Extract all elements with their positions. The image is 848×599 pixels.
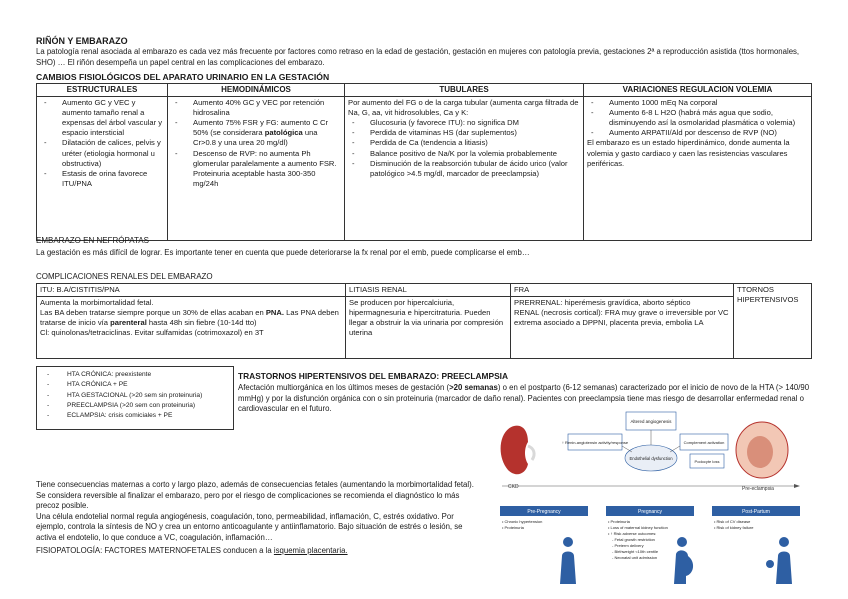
post-item: • Risk of CV disease (714, 519, 751, 524)
pre-item: • Chronic hypertension (502, 519, 543, 524)
cell-litiasis: Se producen por hipercalciuria, hipermagnesuria e hipercitraturia. Pueden llegar a obstruir la via urinaria por compresión uterina (346, 297, 511, 359)
preg-item: • Proteinuria (608, 519, 630, 524)
text: hasta 48h sin fiebre (10-14d tto) (146, 318, 257, 328)
fra-line: PRERRENAL: hiperémesis gravídica, aborto séptico (514, 298, 691, 308)
preg-item: - Fetal growth restriction (612, 537, 655, 542)
list-item: - Dilatación de calices, pelvis y uréter (etiologia hormonal u obstructiva) (62, 138, 164, 168)
text: Las PNA deben tratarse de inicio vía (40, 308, 339, 328)
underlined-text: isquemia placentaria. (273, 546, 348, 555)
kidney-icon (501, 426, 534, 475)
post-item: • Risk of kidney failure (714, 525, 754, 530)
section-title-cambios: CAMBIOS FISIOLÓGICOS DEL APARATO URINARIO EN LA GESTACIÓN (36, 72, 330, 82)
section-title-complicaciones: COMPLICACIONES RENALES DEL EMBARAZO (36, 272, 213, 281)
cambios-table (36, 83, 812, 241)
mother-baby-silhouette-icon (766, 537, 792, 584)
section-title-nefropatas: EMBARAZO EN NEFRÓPATAS (36, 236, 149, 245)
bold-text: patológica (264, 128, 303, 138)
fisiopatologia-line (36, 546, 348, 555)
list-item: - Disminución de la reabsorción tubular de ácido urico (valor patológico >4.5 mg/dl, marcador de preeclampsia) (370, 159, 580, 179)
fra-line: RENAL (necrosis cortical): FRA muy grave o irreversible por VC extrema asociado a DPPNI, placenta previa, embolia LA (514, 308, 729, 328)
text: ) o en el postparto (6-12 semanas) caracterizado por el inicio de novo de la HTA (> 140/90 mmHg) y por la disfunción orgánica con o sin proteinuria (marcador de daño renal). Pacientes con preeclampsia tiene mas riesgo de desarrollar enfermedad renal o cardiovascular en el futuro. (238, 383, 810, 414)
pre-pregnancy-title: Pre-Pregnancy (527, 509, 561, 515)
col-header-hipertensivos: TTORNOS HIPERTENSIVOS (734, 284, 812, 359)
preg-item: • ↑ Risk adverse outcomes: (608, 531, 657, 536)
list-item: - Aumento 1000 mEq Na corporal (609, 98, 808, 108)
text: una Cr>0.8 y una urea 20 mg/dl) (193, 128, 318, 148)
pregnant-uterus-icon (736, 422, 788, 478)
col-header-hemodinamicos: HEMODINÁMICOS (168, 84, 345, 97)
list-item: - Perdida de vitaminas HS (dar suplementos) (370, 128, 580, 138)
col-header-itu: ITU: B.A/CISTITIS/PNA (37, 284, 346, 297)
list-item: - Descenso de RVP: no aumenta Ph glomerular paralelamente a aumento FSR. Proteinuria aceptable hasta 300-350 mg/24h (193, 149, 341, 189)
pregnancy-title: Pregnancy (638, 509, 662, 515)
ckd-label: CKD (508, 484, 519, 490)
complicaciones-table (36, 283, 812, 359)
cell-itu (37, 297, 346, 359)
preeclampsia-paragraphs (36, 480, 480, 544)
list-item (193, 118, 341, 148)
hta-classification-box (36, 366, 234, 430)
preeclampsia-p2: Tiene consecuencias maternas a corto y largo plazo, además de consecuencias fetales (aumentando la morbimortalidad fetal). Se considera reversible al finalizar el embarazo, pero por el riesgo de complicaciones se recomienda el diagnóstico lo más precoz posible. (36, 480, 474, 511)
pre-item: • Proteinuria (502, 525, 524, 530)
preg-item: - Birthweight <10th centile (612, 549, 659, 554)
list-item: - Balance positivo de Na/K por la volemia probablemente (370, 149, 580, 159)
endothelial-label: Endothelial dysfunction (629, 456, 673, 461)
podocyte-label: Podocyte loss (694, 459, 720, 464)
col-header-estructurales: ESTRUCTURALES (37, 84, 168, 97)
nefropatas-text: La gestación es más difícil de lograr. Es importante tener en cuenta que puede deteriorarse la fx renal por el emb, puede complicarse el emb… (36, 248, 530, 257)
col-header-fra: FRA (511, 284, 734, 297)
list-item: - ECLAMPSIA: crisis comiciales + PE (67, 411, 233, 421)
intro-paragraph: La patología renal asociada al embarazo es cada vez más frecuente por factores como retraso en la edad de gestación, gestación en mujeres con patología previa, gestaciones 2ª a reproducción asistida (ttos hormonales, SHO) … El riñón desempeña un papel central en las complicaciones del embarazo. (36, 47, 800, 67)
col-header-litiasis: LITIASIS RENAL (346, 284, 511, 297)
list-item: - Perdida de Ca (tendencia a litiasis) (370, 138, 580, 148)
list-item: - Aumento ARPATII/Ald por descenso de RVP (NO) (609, 128, 808, 138)
volemia-note: El embarazo es un estado hiperdinámico, donde aumenta la volemia y gasto cardiaco y caen las resistencias vasculares periféricas. (587, 138, 790, 168)
woman-silhouette-icon (560, 537, 576, 584)
preg-item: - Preterm delivery (612, 543, 644, 548)
text: Aumento 75% FSR y FG: aumento C Cr 50% (se considerara (193, 118, 329, 138)
preg-item: • Loss of maternal kidney function (608, 525, 668, 530)
preeclampsia-p3: Una célula endotelial normal regula angiogénesis, coagulación, tono, permeabilidad, inflamación, C, estrés oxidativo. Por ejemplo, controla la síntesis de NO y crea un entorno anticoagulante y antiinflamatorio. Bajo situación de estrés o lesión, se activa el endotelio, lo que conduce a VC, coagulación, inflamación… (36, 511, 463, 542)
text: FISIOPATOLOGÍA: FACTORES MATERNOFETALES conducen a la (36, 546, 274, 555)
bold-text: parenteral (110, 318, 147, 328)
post-partum-title: Post-Partum (742, 509, 770, 515)
complement-label: Complement activation (683, 440, 725, 445)
cell-estructurales (37, 97, 168, 241)
col-header-tubulares: TUBULARES (345, 84, 584, 97)
list-item: - PREECLAMPSIA (>20 sem con proteinuria) (67, 401, 233, 411)
preeclampsia-figure (494, 408, 812, 584)
renin-label: ↑ Renin-angiotensin activity/response (561, 440, 629, 445)
cell-volemia (584, 97, 812, 241)
page-title: RIÑÓN Y EMBARAZO (36, 36, 128, 46)
list-item: - HTA CRÓNICA + PE (67, 380, 233, 390)
list-item: - Aumento GC y VEC y aumento tamaño renal a expensas del árbol vascular y espacio intersticial (62, 98, 164, 138)
preeclampsia-label: Pre-eclampsia (742, 486, 774, 492)
altered-angiogenesis-label: Altered angiogenesis (630, 419, 672, 424)
itu-line: Cl: quinolonas/tetraciclinas. Evitar sulfamidas (cotrimoxazol) en 3T (40, 328, 264, 338)
tubulares-intro: Por aumento del FG o de la carga tubular (aumenta carga filtrada de Na, G, aa, vit hidrosolubles, Ca y K: (348, 98, 579, 118)
preg-item: - Neonatal unit admission (612, 555, 658, 560)
list-item: - Glucosuria (y favorece ITU): no significa DM (370, 118, 580, 128)
pregnant-woman-silhouette-icon (674, 537, 693, 584)
section-title-preeclampsia: TRASTORNOS HIPERTENSIVOS DEL EMBARAZO: PREECLAMPSIA (238, 371, 509, 381)
cell-fra (511, 297, 734, 359)
itu-line (40, 308, 342, 328)
text: Las BA deben tratarse siempre porque un 30% de ellas acaban en (40, 308, 266, 318)
cell-tubulares (345, 97, 584, 241)
bold-text: >20 semanas (449, 383, 498, 392)
itu-line: Aumenta la morbimortalidad fetal. (40, 298, 154, 308)
list-item: - HTA GESTACIONAL (>20 sem sin proteinuria) (67, 391, 233, 401)
col-header-volemia: VARIACIONES REGULACION VOLEMIA (584, 84, 812, 97)
bold-text: PNA. (265, 308, 285, 318)
cell-hemodinamicos (168, 97, 345, 241)
list-item: - Aumento 6-8 L H2O (habrá más agua que sodio, disminuyendo así la osmolaridad plasmática o volemia) (609, 108, 808, 128)
list-item: - Estasis de orina favorece ITU/PNA (62, 169, 164, 189)
list-item: - HTA CRÓNICA: preexistente (67, 370, 233, 380)
list-item: - Aumento 40% GC y VEC por retención hidrosalina (193, 98, 341, 118)
text: Afectación multiorgánica en los últimos meses de gestación ( (238, 383, 450, 392)
